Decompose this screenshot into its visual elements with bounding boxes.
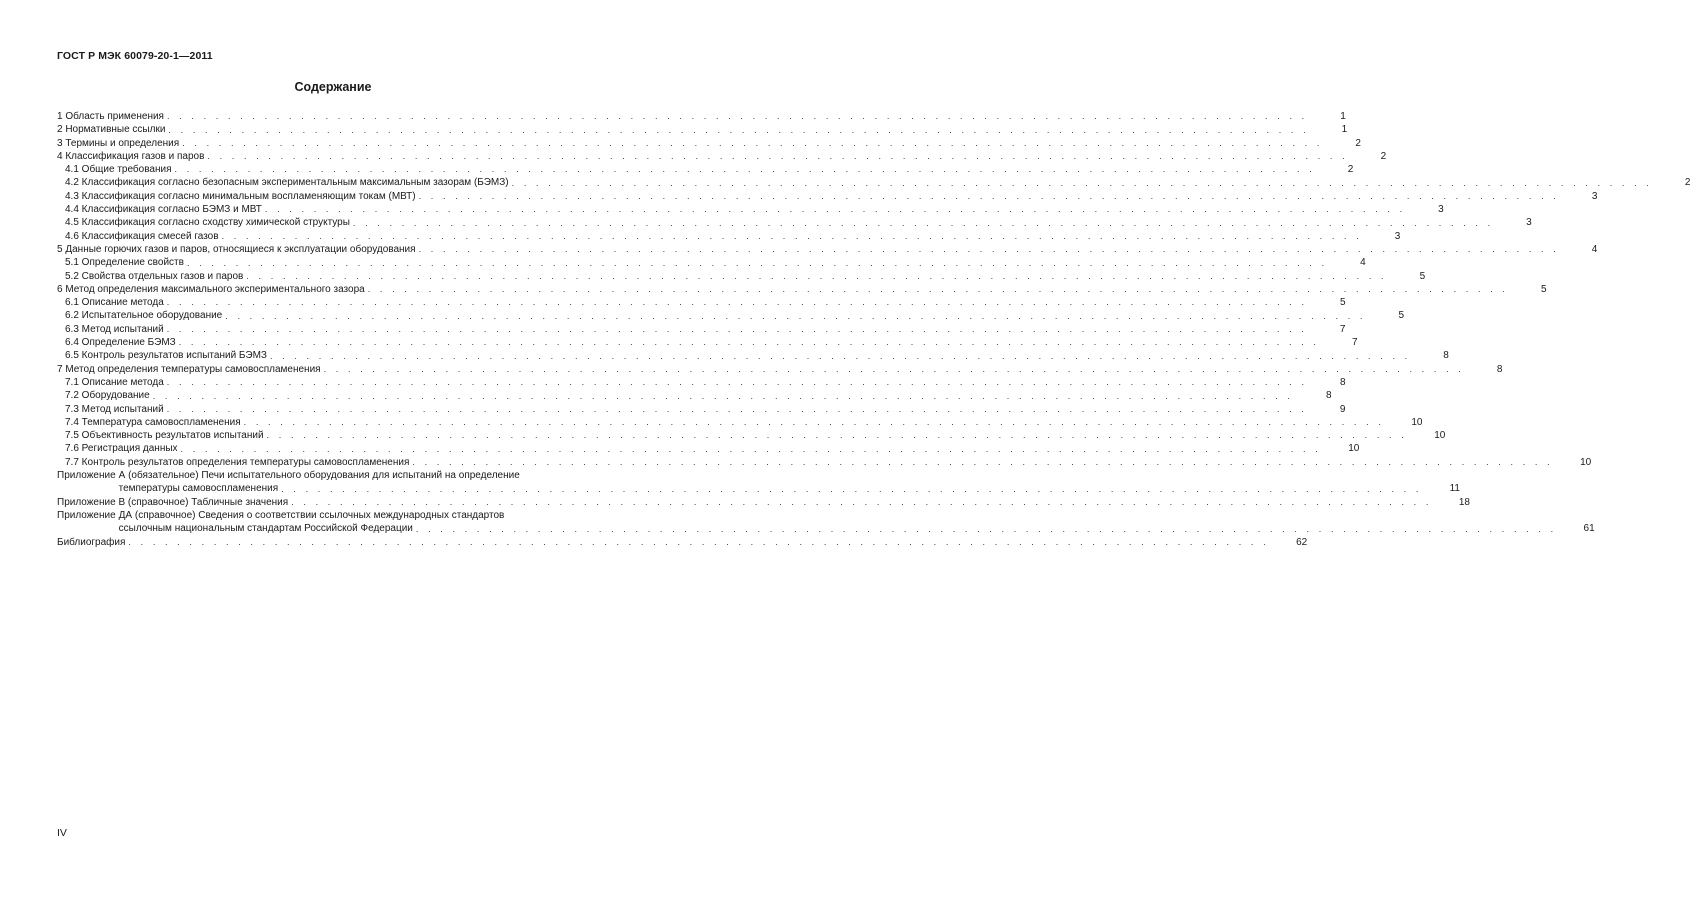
appendix-label: Приложение — [57, 470, 116, 482]
toc-leader-dots: . . . . . . . . . . . . . . . . . . . . . . . . . . . . . . . . . . . . . . . . . . . . . . . . . . . . . . . . . . . . . . . . . . . . . . . . . . . . . . . . . . . . . . . . . . . . . . — [166, 377, 1308, 388]
toc-entry-page: 3 — [1438, 204, 1444, 216]
appendix-label: Приложение В (справочное) Табличные значения — [57, 496, 289, 508]
toc-entry-text: 4 Классификация газов и паров — [57, 150, 205, 162]
toc-leader-dots: . . . . . . . . . . . . . . . . . . . . . . . . . . . . . . . . . . . . . . . . . . . . . . . . . . . . . . . . . . . . . . . . . . . . . . . . . . . . . . . . . . . . . . . . . . . . . . — [291, 496, 1432, 507]
toc-entry-page: 61 — [1583, 523, 1595, 535]
toc-leader-dots: . . . . . . . . . . . . . . . . . . . . . . . . . . . . . . . . . . . . . . . . . . . . . . . . . . . . . . . . . . . . . . . . . . . . . . . . . . . . . . . . . . . . . . . . . . . . . . — [221, 230, 1363, 241]
toc-leader-dots: . . . . . . . . . . . . . . . . . . . . . . . . . . . . . . . . . . . . . . . . . . . . . . . . . . . . . . . . . . . . . . . . . . . . . . . . . . . . . . . . . . . . . . . . . . . . . . — [243, 417, 1385, 428]
toc-entry-page: 8 — [1340, 376, 1346, 388]
toc-entry-text: 7.1 Описание метода — [65, 376, 164, 388]
toc-entry-page: 1 — [1341, 124, 1348, 136]
toc-leader-dots: . . . . . . . . . . . . . . . . . . . . . . . . . . . . . . . . . . . . . . . . . . . . . . . . . . . . . . . . . . . . . . . . . . . . . . . . . . . . . . . . . . . . . . . . . . . . . . — [412, 457, 1554, 468]
toc-leader-dots: . . . . . . . . . . . . . . . . . . . . . . . . . . . . . . . . . . . . . . . . . . . . . . . . . . . . . . . . . . . . . . . . . . . . . . . . . . . . . . . . . . . . . . . . . . . . . . — [264, 204, 1406, 215]
toc-entry[interactable] — [57, 376, 1346, 389]
toc-entry-page: 8 — [1443, 350, 1449, 362]
toc-entry-page: 10 — [1411, 416, 1423, 428]
toc-entry[interactable] — [57, 309, 1405, 322]
toc-entry-text: 7.4 Температура самовоспламенения — [65, 416, 241, 428]
toc-entry-page: 2 — [1347, 164, 1354, 176]
toc-entry[interactable] — [57, 456, 1592, 469]
toc-leader-dots: . . . . . . . . . . . . . . . . . . . . . . . . . . . . . . . . . . . . . . . . . . . . . . . . . . . . . . . . . . . . . . . . . . . . . . . . . . . . . . . . . . . . . . . . . . . . . . — [152, 390, 1294, 401]
toc-entry[interactable] — [57, 389, 1332, 402]
appendix-title-line1 — [119, 469, 1460, 482]
toc-entry-page: 5 — [1398, 310, 1405, 322]
toc-leader-dots: . . . . . . . . . . . . . . . . . . . . . . . . . . . . . . . . . . . . . . . . . . . . . . . . . . . . . . . . . . . . . . . . . . . . . . . . . . . . . . . . . . . . . . . . . . . . . . — [511, 177, 1653, 188]
toc-entry-text: 7.5 Объективность результатов испытаний — [65, 430, 264, 442]
toc-entry-page: 11 — [1449, 483, 1460, 495]
toc-entry[interactable] — [57, 110, 1346, 123]
toc-leader-dots: . . . . . . . . . . . . . . . . . . . . . . . . . . . . . . . . . . . . . . . . . . . . . . . . . . . . . . . . . . . . . . . . . . . . . . . . . . . . . . . . . . . . . . . . . . . . . . — [207, 151, 1349, 162]
toc-entry-text: 7 Метод определения температуры самовоспламенения — [57, 363, 321, 375]
toc-entry-page: 5 — [1340, 297, 1346, 309]
appendix-title-line1 — [119, 509, 1595, 522]
toc-entry-text: 5 Данные горючих газов и паров, относящиеся к эксплуатации оборудования — [57, 243, 416, 255]
toc-entry[interactable] — [57, 270, 1426, 283]
toc-entry-page: 10 — [1434, 430, 1446, 442]
toc-entry[interactable] — [57, 349, 1449, 362]
toc-entry[interactable] — [57, 163, 1354, 176]
toc-entry-text: 6 Метод определения максимального экспериментального зазора — [57, 283, 365, 295]
toc-leader-dots: . . . . . . . . . . . . . . . . . . . . . . . . . . . . . . . . . . . . . . . . . . . . . . . . . . . . . . . . . . . . . . . . . . . . . . . . . . . . . . . . . . . . . . . . . . . . . . — [166, 297, 1308, 308]
appendix-title-text: В (справочное) Табличные значения — [118, 496, 289, 508]
appendix-title-text: ДА (справочное) Сведения о соответствии ссылочных международных стандартов — [118, 509, 505, 521]
toc-entry-text: 6.4 Определение БЭМЗ — [65, 337, 176, 349]
appendix-label: Приложение — [57, 509, 116, 521]
toc-leader-dots: . . . . . . . . . . . . . . . . . . . . . . . . . . . . . . . . . . . . . . . . . . . . . . . . . . . . . . . . . . . . . . . . . . . . . . . . . . . . . . . . . . . . . . . . . . . . . . — [269, 350, 1411, 361]
toc-entry[interactable] — [57, 256, 1366, 269]
toc-appendix-da[interactable] — [57, 509, 1595, 536]
toc-entry[interactable] — [57, 150, 1387, 163]
toc-appendix-a[interactable] — [57, 469, 1460, 496]
toc-leader-dots: . . . . . . . . . . . . . . . . . . . . . . . . . . . . . . . . . . . . . . . . . . . . . . . . . . . . . . . . . . . . . . . . . . . . . . . . . . . . . . . . . . . . . . . . . . . . . . — [266, 430, 1408, 441]
toc-entry[interactable] — [57, 363, 1503, 376]
toc-leader-dots: . . . . . . . . . . . . . . . . . . . . . . . . . . . . . . . . . . . . . . . . . . . . . . . . . . . . . . . . . . . . . . . . . . . . . . . . . . . . . . . . . . . . . . . . . . . . . . — [186, 257, 1328, 268]
toc-entry-text: 5.2 Свойства отдельных газов и паров — [65, 270, 244, 282]
toc-leader-dots: . . . . . . . . . . . . . . . . . . . . . . . . . . . . . . . . . . . . . . . . . . . . . . . . . . . . . . . . . . . . . . . . . . . . . . . . . . . . . . . . . . . . . . . . . . . . . . — [281, 483, 1422, 494]
toc-entry[interactable] — [57, 416, 1423, 429]
toc-entry[interactable] — [57, 137, 1361, 150]
toc-entry[interactable] — [57, 429, 1446, 442]
toc-bibliography[interactable] — [57, 536, 1308, 549]
document-header: ГОСТ Р МЭК 60079-20-1—2011 — [57, 50, 213, 62]
toc-entry-page: 5 — [1540, 283, 1547, 295]
toc-entry-page: 3 — [1394, 230, 1401, 242]
toc-entry-page: 10 — [1348, 443, 1360, 455]
toc-leader-dots: . . . . . . . . . . . . . . . . . . . . . . . . . . . . . . . . . . . . . . . . . . . . . . . . . . . . . . . . . . . . . . . . . . . . . . . . . . . . . . . . . . . . . . . . . . . . . . — [418, 244, 1560, 255]
toc-entry-text: 6.5 Контроль результатов испытаний БЭМЗ — [65, 350, 267, 362]
toc-entry-text: 5.1 Определение свойств — [65, 257, 184, 269]
toc-leader-dots: . . . . . . . . . . . . . . . . . . . . . . . . . . . . . . . . . . . . . . . . . . . . . . . . . . . . . . . . . . . . . . . . . . . . . . . . . . . . . . . . . . . . . . . . . . . . . . — [180, 443, 1322, 454]
toc-entry-text: 7.3 Метод испытаний — [65, 403, 164, 415]
toc-entry[interactable] — [57, 176, 1690, 189]
toc-entry[interactable] — [57, 323, 1346, 336]
toc-entry-page: 3 — [1591, 190, 1598, 202]
toc-entry-text: 4.4 Классификация согласно БЭМЗ и МВТ — [65, 204, 262, 216]
toc-title — [0, 80, 646, 94]
toc-entry-text: 4.2 Классификация согласно безопасным экспериментальным максимальным зазорам (БЭМЗ) — [65, 177, 509, 189]
toc-entry-page: 3 — [1526, 217, 1532, 229]
toc-entry-text: 7.7 Контроль результатов определения температуры самовоспламенения — [65, 456, 410, 468]
toc-leader-dots: . . . . . . . . . . . . . . . . . . . . . . . . . . . . . . . . . . . . . . . . . . . . . . . . . . . . . . . . . . . . . . . . . . . . . . . . . . . . . . . . . . . . . . . . . . . . . . — [225, 310, 1367, 321]
appendix-title-line2: температуры самовоспламенения — [118, 483, 279, 495]
toc-leader-dots: . . . . . . . . . . . . . . . . . . . . . . . . . . . . . . . . . . . . . . . . . . . . . . . . . . . . . . . . . . . . . . . . . . . . . . . . . . . . . . . . . . . . . . . . . . . . . . — [166, 324, 1308, 335]
toc-entry-page: 10 — [1580, 456, 1592, 468]
toc-leader-dots: . . . . . . . . . . . . . . . . . . . . . . . . . . . . . . . . . . . . . . . . . . . . . . . . . . . . . . . . . . . . . . . . . . . . . . . . . . . . . . . . . . . . . . . . . . . . . . — [415, 523, 1557, 534]
toc-entry[interactable] — [57, 296, 1346, 309]
toc-leader-dots: . . . . . . . . . . . . . . . . . . . . . . . . . . . . . . . . . . . . . . . . . . . . . . . . . . . . . . . . . . . . . . . . . . . . . . . . . . . . . . . . . . . . . . . . . . . . . . — [178, 337, 1320, 348]
toc-leader-dots: . . . . . . . . . . . . . . . . . . . . . . . . . . . . . . . . . . . . . . . . . . . . . . . . . . . . . . . . . . . . . . . . . . . . . . . . . . . . . . . . . . . . . . . . . . . . . . — [168, 124, 1310, 135]
toc-leader-dots: . . . . . . . . . . . . . . . . . . . . . . . . . . . . . . . . . . . . . . . . . . . . . . . . . . . . . . . . . . . . . . . . . . . . . . . . . . . . . . . . . . . . . . . . . . . . . . — [166, 403, 1308, 414]
toc-entry[interactable] — [57, 230, 1401, 243]
toc-entry-text: 1 Область применения — [57, 111, 164, 122]
toc-leader-dots: . . . . . . . . . . . . . . . . . . . . . . . . . . . . . . . . . . . . . . . . . . . . . . . . . . . . . . . . . . . . . . . . . . . . . . . . . . . . . . . . . . . . . . . . . . . . . . — [352, 217, 1494, 228]
toc-leader-dots: . . . . . . . . . . . . . . . . . . . . . . . . . . . . . . . . . . . . . . . . . . . . . . . . . . . . . . . . . . . . . . . . . . . . . . . . . . . . . . . . . . . . . . . . . . . . . . — [418, 191, 1560, 202]
toc-entry[interactable] — [57, 216, 1532, 229]
toc-entry-page: 1 — [1340, 111, 1346, 122]
toc-entry[interactable] — [57, 336, 1358, 349]
toc-entry-text: Библиография — [57, 536, 126, 548]
toc-entry-text: 6.3 Метод испытаний — [65, 323, 164, 335]
toc-entry-text: 6.2 Испытательное оборудование — [65, 310, 223, 322]
toc-entry-text: 4.6 Классификация смесей газов — [65, 230, 219, 242]
toc-entry-text: 4.1 Общие требования — [65, 164, 172, 176]
toc-leader-dots: . . . . . . . . . . . . . . . . . . . . . . . . . . . . . . . . . . . . . . . . . . . . . . . . . . . . . . . . . . . . . . . . . . . . . . . . . . . . . . . . . . . . . . . . . . . . . . — [246, 270, 1388, 281]
toc-entry-text: 6.1 Описание метода — [65, 297, 164, 309]
toc-entry-page: 9 — [1339, 403, 1346, 415]
toc-entry[interactable] — [57, 442, 1360, 455]
appendix-title-text: А (обязательное) Печи испытательного оборудования для испытаний на определение — [118, 470, 520, 482]
toc-entry-text: 7.2 Оборудование — [65, 390, 150, 402]
toc-title-text: Содержание — [294, 80, 372, 94]
toc-leader-dots: . . . . . . . . . . . . . . . . . . . . . . . . . . . . . . . . . . . . . . . . . . . . . . . . . . . . . . . . . . . . . . . . . . . . . . . . . . . . . . . . . . . . . . . . . . . . . . — [174, 164, 1316, 175]
toc-leader-dots: . . . . . . . . . . . . . . . . . . . . . . . . . . . . . . . . . . . . . . . . . . . . . . . . . . . . . . . . . . . . . . . . . . . . . . . . . . . . . . . . . . . . . . . . . . . . . . — [182, 137, 1323, 148]
table-of-contents — [57, 110, 1690, 549]
toc-entry-text: 3 Термины и определения — [57, 137, 180, 149]
toc-entry-page: 2 — [1380, 150, 1387, 162]
toc-entry-text: 4.3 Классификация согласно минимальным воспламеняющим токам (МВТ) — [65, 190, 416, 202]
toc-entry-text: 7.6 Регистрация данных — [65, 443, 178, 455]
toc-entry[interactable] — [57, 283, 1547, 296]
toc-leader-dots: . . . . . . . . . . . . . . . . . . . . . . . . . . . . . . . . . . . . . . . . . . . . . . . . . . . . . . . . . . . . . . . . . . . . . . . . . . . . . . . . . . . . . . . . . . . . . . — [128, 536, 1270, 547]
toc-entry-page: 18 — [1458, 496, 1470, 508]
toc-entry[interactable] — [57, 190, 1598, 203]
toc-entry-page: 4 — [1360, 257, 1366, 269]
toc-entry-page: 7 — [1351, 337, 1358, 349]
toc-entry[interactable] — [57, 203, 1444, 216]
toc-entry-text: 4.5 Классификация согласно сходству химической структуры — [65, 217, 350, 229]
toc-entry-page: 7 — [1339, 323, 1346, 335]
page-number: IV — [57, 827, 67, 839]
toc-appendix-b[interactable] — [57, 496, 1470, 509]
toc-entry-text: 2 Нормативные ссылки — [57, 124, 166, 136]
toc-leader-dots: . . . . . . . . . . . . . . . . . . . . . . . . . . . . . . . . . . . . . . . . . . . . . . . . . . . . . . . . . . . . . . . . . . . . . . . . . . . . . . . . . . . . . . . . . . . . . . — [367, 284, 1509, 295]
toc-entry-page: 5 — [1419, 270, 1426, 282]
toc-leader-dots: . . . . . . . . . . . . . . . . . . . . . . . . . . . . . . . . . . . . . . . . . . . . . . . . . . . . . . . . . . . . . . . . . . . . . . . . . . . . . . . . . . . . . . . . . . . . . . — [166, 111, 1308, 122]
toc-entry-page: 8 — [1325, 390, 1332, 402]
toc-entry-page: 8 — [1496, 363, 1503, 375]
toc-entry-page: 62 — [1296, 536, 1308, 548]
toc-entry[interactable] — [57, 243, 1598, 256]
toc-entry[interactable] — [57, 403, 1346, 416]
toc-entry[interactable] — [57, 123, 1348, 136]
toc-entry-page: 2 — [1684, 177, 1690, 189]
toc-leader-dots: . . . . . . . . . . . . . . . . . . . . . . . . . . . . . . . . . . . . . . . . . . . . . . . . . . . . . . . . . . . . . . . . . . . . . . . . . . . . . . . . . . . . . . . . . . . . . . — [323, 363, 1465, 374]
toc-entry-page: 2 — [1355, 137, 1361, 149]
appendix-title-line2: ссылочным национальным стандартам Российской Федерации — [118, 523, 413, 535]
toc-entry-page: 4 — [1591, 243, 1598, 255]
